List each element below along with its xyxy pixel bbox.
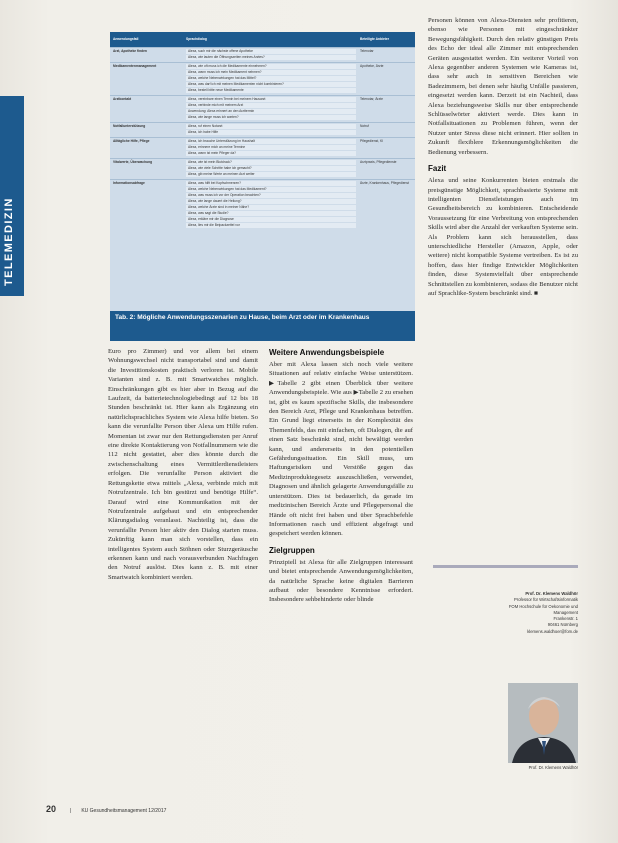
subheading-examples: Weitere Anwendungsbeispiele bbox=[269, 348, 385, 357]
body-text: Personen können von Alexa-Diensten sehr profitieren, ebenso wie Personen mit eingeschränkter Bewegungsfähigkeit. Durch den relativ günstigen Preis des Echo der ideal alle Zimmer mit entsprechenden Geräten ausgestattet werden. Ein weiterer Vorteil von Alexa gegenüber anderen Systemen wie Kameras ist, dass sehr auch in sensitiven Bereichen wie Badezimmern, bei denen sehr häufig Unfälle passieren, eingesetzt werden kann. Derzeit ist ein Nachteil, dass Alexa beziehungsweise Skills nur über entsprechende Schlüsselwörter aktiviert werde. Dies kann in Notfallsituationen zu Problemen führen, wenn der Nutzer unter Stress diese nicht erinnert. Hier sollten in Zukunft flexiblere Erkennungsmöglichkeiten die Bedienung verbessern. bbox=[428, 17, 578, 156]
scenario-table bbox=[110, 32, 415, 314]
row-category: Medikamentenmanagement bbox=[113, 64, 157, 68]
table-row bbox=[110, 95, 415, 122]
header-usecase: Anwendungsfall bbox=[113, 37, 139, 41]
footer-separator: | bbox=[70, 808, 72, 814]
dialog-line: Alexa, such mir die nächste offene Apotheke bbox=[186, 49, 356, 54]
table-row bbox=[110, 179, 415, 230]
body-text: Prinzipiell ist Alexa für alle Zielgruppen interessant und bietet entsprechende Anwendungsmöglichkeiten, da natürliche Sprache keine digitalen Barrieren aufbaut oder besondere Kenntnisse erfordert. Insbesondere sehbehinderte oder blinde bbox=[269, 558, 413, 604]
section-label: TELEMEDIZIN bbox=[3, 197, 15, 286]
header-dialog: Sprachdialog bbox=[186, 37, 207, 41]
page-number: 20 bbox=[46, 804, 57, 814]
row-providers: Telenotar, Ärzte bbox=[360, 97, 383, 101]
dialog-line: Alexa, was hilft bei Kopfschmerzen? bbox=[186, 181, 356, 186]
row-category: Alltägliche Hilfe, Pflege bbox=[113, 139, 150, 143]
row-providers: Ärzte, Krankenhaus, Pflegedienst bbox=[360, 181, 409, 185]
dialog-line: Alexa, wie ist mein Blutdruck? bbox=[186, 160, 356, 165]
dialog-line: Alexa, welche Nebenwirkungen hat das Mittel? bbox=[186, 76, 356, 81]
author-line: Professor für Wirtschaftsinformatik bbox=[514, 597, 578, 603]
dialog-line: Anwendung: Alexa erinnert an den Arzttermin bbox=[186, 109, 356, 114]
row-providers: Arztpraxis, Pflegedienste bbox=[360, 160, 397, 164]
dialog-line: Alexa, wann ist mein Pfleger da? bbox=[186, 151, 356, 156]
author-line: Management bbox=[553, 609, 578, 615]
row-providers: Telenotar bbox=[360, 49, 374, 53]
publication-name: KU Gesundheitsmanagement 12/2017 bbox=[81, 808, 167, 814]
dialog-line: Alexa, welche Nebenwirkungen hat das Medikament? bbox=[186, 187, 356, 192]
body-text: Euro pro Zimmer) und vor allem bei einem Wohnungswechsel nicht transportabel sind und damit die Investitionskosten praktisch verloren ist. Mobile Varianten sind z. B. mit Smartwatches möglich. Einschränkungen gibt es hier aber in Bezug auf die Laufzeit, da batterietechnologiebedingt auf 12 bis 18 Stunden beschränkt ist. Hier kann als Ergänzung ein natürlichsprachliches System wie Alexa hilfe bieten. So kann die verunfallte Person über Alexa um Hilfe rufen. Momentan ist zwar nur den Rettungsdiensten per Anruf eine direkte Kontaktierung von Notfallnummern wie die 112 nicht gestattet, aber dies könnte durch die zwischenschaltung eines Vermittlerdienstleisters erfolgen. Die verunfallte Person aktiviert die Rettungskette etwa mittels „Alexa, verbinde mich mit Notrufzentrale. Ich bin gestürzt und benötige Hilfe“. Darauf wird eine Kommunikation mit der Notrufzentrale aufgebaut und ein entsprechender Klärungsdialog veranlasst. Nachteilig ist, dass die verunfallte Person hier aktiv den Dialog starten muss. Zukünftig kann man sich vorstellen, dass ein intelligentes System auch Stöhnen oder Sturzgeräusche erkennen kann und nach vorausverbunden Nachfragen den Notruf auslöst. Dies kann z. B. mit einer Smartwatch kombiniert werden. bbox=[108, 348, 258, 581]
row-providers: Apotheke, Ärzte bbox=[360, 64, 384, 68]
row-providers: Notruf bbox=[360, 124, 369, 128]
dialog-line: Alexa, erkläre mir die Diagnose bbox=[186, 217, 356, 222]
row-category: Notfallunterstützung bbox=[113, 124, 146, 128]
dialog-line: Alexa, ich brauche Unterstützung im Haushalt bbox=[186, 139, 356, 144]
table-row bbox=[110, 47, 415, 62]
row-dialogs bbox=[186, 181, 356, 229]
subheading-conclusion: Fazit bbox=[428, 164, 447, 174]
row-dialogs bbox=[186, 139, 356, 157]
dialog-line: Alexa, ruf einen Notarzt bbox=[186, 124, 356, 129]
column-2 bbox=[269, 347, 413, 605]
table-header bbox=[110, 32, 415, 47]
author-line: 90461 Nürnberg bbox=[547, 622, 578, 628]
row-dialogs bbox=[186, 160, 356, 178]
author-photo bbox=[508, 683, 578, 763]
dialog-line: Alexa, gib meine Werte an meinen Arzt weiter bbox=[186, 172, 356, 177]
column-3 bbox=[428, 16, 578, 298]
dialog-line: Alexa, verbinde mich mit meinem Arzt bbox=[186, 103, 356, 108]
dialog-line: Alexa, erinnere mich an meine Termine bbox=[186, 145, 356, 150]
row-category: Arztkontakt bbox=[113, 97, 132, 101]
subheading-target-groups: Zielgruppen bbox=[269, 545, 315, 555]
dialog-line: Alexa, welche Ärzte sind in meiner Nähe? bbox=[186, 205, 356, 210]
row-dialogs bbox=[186, 124, 356, 136]
column-1 bbox=[108, 347, 258, 582]
table-row bbox=[110, 158, 415, 179]
author-line: FOM Hochschule für Oekonomie und bbox=[508, 603, 578, 609]
page-footer bbox=[46, 804, 166, 814]
header-providers: Beteiligte Anbieter bbox=[360, 37, 390, 41]
table-row bbox=[110, 137, 415, 158]
table-row bbox=[110, 122, 415, 137]
dialog-line: Alexa, wie viele Schritte habe ich gemacht? bbox=[186, 166, 356, 171]
dialog-line: Alexa, was sagt die Studie? bbox=[186, 211, 356, 216]
row-dialogs bbox=[186, 97, 356, 121]
author-name: Prof. Dr. Klemens Waldhör bbox=[525, 591, 578, 596]
author-portrait-image bbox=[508, 683, 578, 763]
photo-caption: Prof. Dr. Klemens Waldhör bbox=[528, 765, 578, 770]
section-tab bbox=[0, 96, 24, 296]
dialog-line: Alexa, wie lange dauert die Heilung? bbox=[186, 199, 356, 204]
dialog-line: Alexa, wie oft muss ich die Medikamente einnehmen? bbox=[186, 64, 356, 69]
table-body bbox=[110, 47, 415, 230]
body-text: Alexa und seine Konkurrenten bieten erstmals die preisgünstige Möglichkeit, sprachbasierte Systeme mit intelligenten Dienstleistungen auch im Gesundheitsbereich zu kombinieren. Entscheidende Voraussetzung für eine Verbreitung von entsprechenden Skills wird aber die Anzahl der verkauften Systeme sein. Als Problem kann sich herausstellen, dass unterschiedliche Hersteller (Amazon, Apple, oder weitere) nicht kompatible Systeme vertreiben. Es ist zu hoffen, dass hier findige Entwickler Möglichkeiten finden, diese Systemvielfalt über entsprechende Schnittstellen zu kombinieren, sodass die Benutzer nicht auf Sprachlike-System beschränkt sind. ■ bbox=[428, 177, 578, 297]
table-caption: Tab. 2: Mögliche Anwendungsszenarien zu Hause, beim Arzt oder im Krankenhaus bbox=[110, 311, 415, 341]
row-dialogs bbox=[186, 49, 356, 61]
row-category: Vitalwerte, Überwachung bbox=[113, 160, 153, 164]
dialog-line: Alexa, wie lange muss ich warten? bbox=[186, 115, 356, 120]
dialog-line: Alexa, bestell bitte neue Medikamente bbox=[186, 88, 356, 93]
dialog-line: Alexa, was muss ich vor der Operation beachten? bbox=[186, 193, 356, 198]
dialog-line: Alexa, ich habe Hilfe bbox=[186, 130, 356, 135]
row-category: Arzt, Apotheke finden bbox=[113, 49, 147, 53]
row-providers: Pflegedienst, Kl bbox=[360, 139, 383, 143]
dialog-line: Alexa, wie lauten die Öffnungszeiten meines Arztes? bbox=[186, 55, 356, 60]
row-category: Informationsabfrage bbox=[113, 181, 145, 185]
dialog-line: Alexa, wann muss ich mein Medikament nehmen? bbox=[186, 70, 356, 75]
author-email: klemens.waldhoer@fom.de bbox=[527, 628, 578, 634]
dialog-line: Alexa, was darf ich mit meinen Medikamenten nicht kombinieren? bbox=[186, 82, 356, 87]
table-row bbox=[110, 62, 415, 95]
dialog-line: Alexa, lies mir die Beipackzettel vor bbox=[186, 223, 356, 228]
author-divider bbox=[433, 565, 578, 568]
row-dialogs bbox=[186, 64, 356, 94]
body-text: Aber mit Alexa lassen sich noch viele weitere Situationen auf relativ einfache Weise unterstützen. ▶Tabelle 2 gibt einen Überblick über weitere Anwendungsbeispiele. Wie aus ▶Tabelle 2 zu ersehen ist, gibt es kaum spezifische Skills, die insbesondere den Bereich Arzt, Pflege und Krankenhaus betreffen. Ein Grund liegt einerseits in der Komplexität des Themenfelds, das mit einfachen, oft Dialogen, die auf einen Satz beschränkt sind, nicht bewältigt werden kann, und andererseits in den potentiellen Gefährdungssituation. Ein Skill muss, um Haftungsrisiken und Verstöße gegen das Medizinproduktegesetz auszuschließen, verwendet, Diagnosen und ähnlich gelagerte Anwendungsfälle zu unterstützen. Dies ist bedauerlich, da gerade im medizinischen Bereich Ärzte und Pflegepersonal die Hände oft nicht frei haben und über Sprachbefehle Informationen rasch und effizient abgefragt und gespeichert werden können. bbox=[269, 361, 413, 538]
dialog-line: Alexa, vereinbare einen Termin bei meinem Hausarzt bbox=[186, 97, 356, 102]
author-info bbox=[408, 591, 578, 635]
author-line: Frankenstr. 1 bbox=[553, 616, 578, 622]
